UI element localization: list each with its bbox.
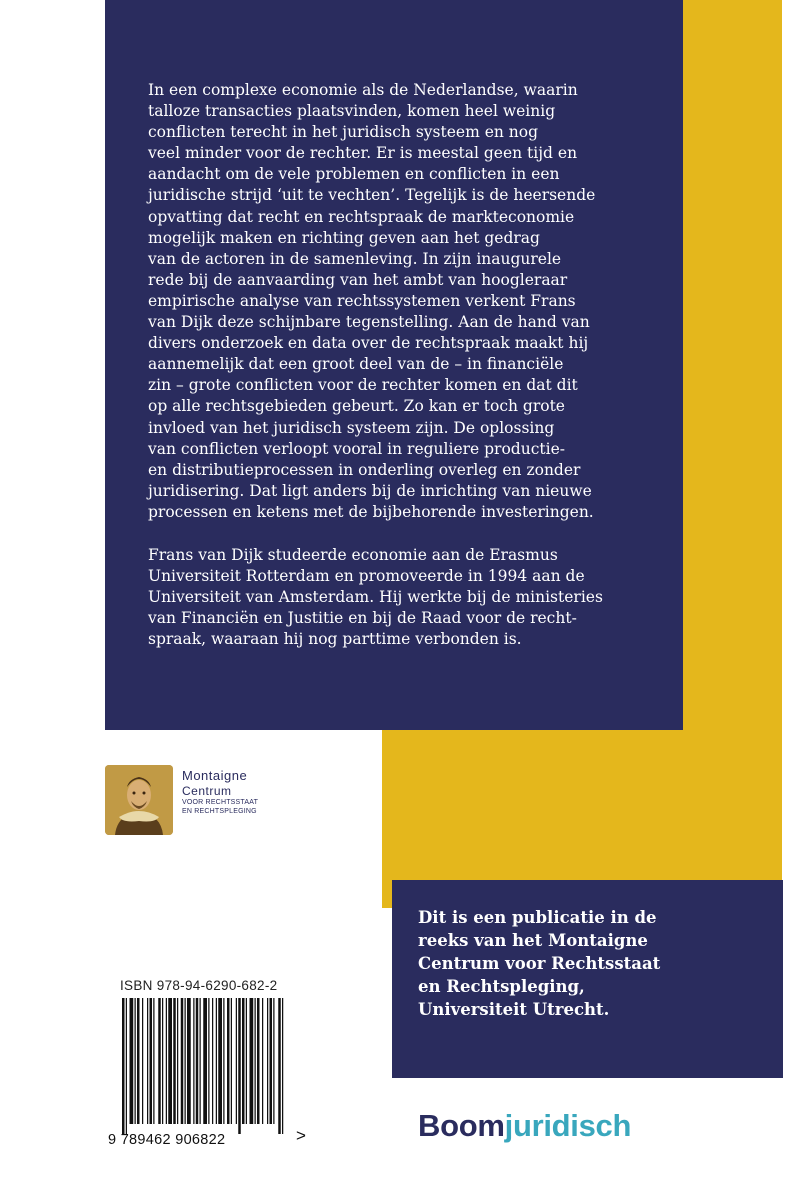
barcode-bar [168,998,172,1124]
barcode-bar [255,998,256,1124]
barcode-bar [238,998,241,1134]
barcode-bar [273,998,274,1124]
logo-line-montaigne: Montaigne [182,768,248,783]
barcode-bar [153,998,154,1124]
isbn-barcode [120,998,286,1134]
barcode-bar [122,998,125,1134]
barcode-bar [147,998,148,1124]
barcode-bar [193,998,194,1124]
logo-line-rechtspleging: EN RECHTSPLEGING [182,808,257,815]
barcode-bar [282,998,283,1134]
barcode-bar [135,998,136,1124]
barcode-bar [212,998,213,1124]
publisher-name-boom: Boom [418,1108,505,1143]
barcode-bar [200,998,201,1124]
barcode-bar [196,998,199,1124]
barcode-bar [246,998,247,1124]
barcode-bar [227,998,230,1124]
barcode-arrow: > [296,1126,306,1145]
series-note: Dit is een publicatie in de reeks van het Montaigne Centrum voor Rechtsstaat en Rechtspleging, Universiteit Utrecht. [418,908,661,1019]
back-cover-blurb [148,80,648,650]
barcode-bar [173,998,176,1124]
montaigne-portrait-logo [105,765,173,835]
barcode-bar [267,998,268,1124]
logo-line-rechtsstaat: VOOR RECHTSSTAAT [182,799,259,806]
barcode-bar [203,998,207,1124]
montaigne-portrait-icon [105,765,173,835]
barcode-bar [187,998,191,1124]
barcode-number: 9 789462 906822 [108,1132,226,1148]
barcode-bar [126,998,127,1134]
barcode-bar [270,998,273,1124]
barcode-bar [236,998,237,1124]
barcode-bar [158,998,161,1124]
barcode-bar [177,998,178,1124]
barcode-bar [181,998,184,1124]
montaigne-centrum-wordmark [182,768,258,816]
barcode-bar [242,998,245,1124]
barcode-bar [208,998,209,1124]
barcode-bar [250,998,254,1124]
isbn-label: ISBN 978-94-6290-682-2 [120,978,278,993]
barcode-bar [223,998,224,1124]
barcode-bar [216,998,217,1124]
barcode-bar [130,998,134,1124]
barcode-bar [150,998,153,1124]
publisher-name-juridisch: juridisch [504,1108,632,1143]
barcode-bar [162,998,163,1124]
barcode-bar [166,998,167,1124]
logo-line-centrum: Centrum [182,784,232,798]
blurb-paragraph-summary: In een complexe economie als de Nederlandse, waarin talloze transacties plaatsvinden, komen heel weinig conflicten terecht in het juridisch systeem en nog veel minder voor de rechter. Er is meestal geen tijd en aandacht om de vele problemen en conflicten in een juridische strijd ‘uit te vechten’. Tegelijk is de heersende opvatting dat recht en rechtspraak de markteconomie mogelijk maken en richting geven aan het gedrag van de actoren in de samenleving. In zijn inaugurele rede bij de aanvaarding van het ambt van hoogleraar empirische analyse van rechtssystemen verkent Frans van Dijk deze schijnbare tegenstelling. Aan de hand van divers onderzoek en data over de rechtspraak maakt hij aannemelijk dat een groot deel van de – in financiële zin – grote conflicten voor de rechter komen en dat dit op alle rechtsgebieden gebeurt. Zo kan er toch grote invloed van het juridisch systeem zijn. De oplossing van conflicten verloopt vooral in reguliere productie- en distributieprocessen in onderling overleg en zonder juridisering. Dat ligt anders bij de inrichting van nieuwe processen en ketens met de bijbehorende investeringen. [148,81,596,521]
barcode-bar [231,998,232,1124]
barcode-bar [185,998,186,1124]
barcode-bar [218,998,222,1124]
barcode-bar [257,998,260,1124]
blurb-paragraph-author-bio: Frans van Dijk studeerde economie aan de Erasmus Universiteit Rotterdam en promoveerde in 1994 aan de Universiteit van Amsterdam. Hij werkte bij de ministeries van Financiën en Justitie en bij de Raad voor de recht- spraak, waaraan hij nog parttime verbonden is. [148,545,603,649]
barcode-bar [137,998,140,1124]
barcode-bar [262,998,263,1124]
barcode-bar [278,998,281,1134]
publisher-logo [418,1108,631,1144]
barcode-bar [142,998,143,1124]
